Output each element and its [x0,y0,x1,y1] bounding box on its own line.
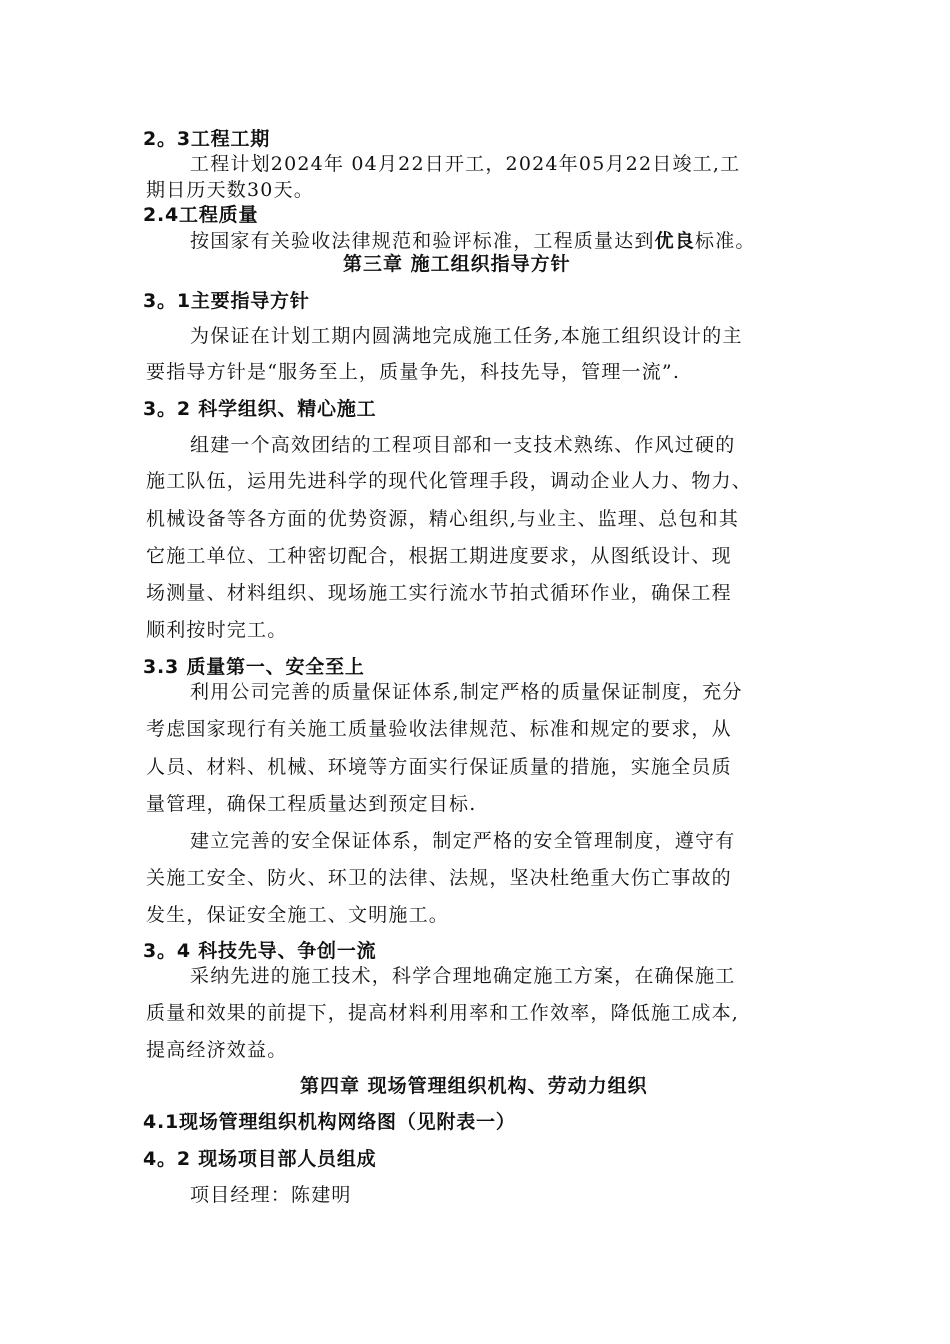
paragraph-line: 人员、材料、机械、环境等方面实行保证质量的措施，实施全员质 [146,756,732,778]
paragraph-line: 发生，保证安全施工、文明施工。 [146,904,450,926]
paragraph-line: 组建一个高效团结的工程项目部和一支技术熟练、作风过硬的 [190,434,736,456]
section-heading-4-1: 4.1现场管理组织机构网络图（见附表一） [143,1111,516,1133]
paragraph-line: 量管理，确保工程质量达到预定目标. [146,793,477,815]
paragraph-line: 它施工单位、工种密切配合，根据工期进度要求，从图纸设计、现 [146,545,732,567]
paragraph-line: 要指导方针是“服务至上，质量争先，科技先导，管理一流”. [146,361,681,383]
paragraph-line: 施工队伍，运用先进科学的现代化管理手段，调动企业人力、物力、 [146,470,753,492]
paragraph-line: 场测量、材料组织、现场施工实行流水节拍式循环作业，确保工程 [146,582,732,604]
chapter-4-title: 第四章 现场管理组织机构、劳动力组织 [300,1075,648,1097]
section-heading-2-4: 2.4工程质量 [143,204,259,226]
paragraph-line: 为保证在计划工期内圆满地完成施工任务,本施工组织设计的主 [190,325,743,347]
quality-text-post: 标准。 [695,230,756,252]
paragraph-line: 关施工安全、防火、环卫的法律、法规，坚决杜绝重大伤亡事故的 [146,867,732,889]
section-heading-2-3: 2。3工程工期 [143,128,271,150]
paragraph-line: 考虑国家现行有关施工质量验收法律规范、标准和规定的要求，从 [146,718,732,740]
paragraph-line: 采纳先进的施工技术，科学合理地确定施工方案，在确保施工 [190,965,736,987]
paragraph-line-quality [190,229,756,253]
paragraph-line: 提高经济效益。 [146,1039,288,1061]
section-heading-3-2: 3。2 科学组织、精心施工 [143,398,377,420]
quality-level-bold: 优良 [654,230,696,252]
paragraph-line: 工程计划2024年 04月22日开工，2024年05月22日竣工,工 [190,153,741,175]
paragraph-line: 建立完善的安全保证体系，制定严格的安全管理制度，遵守有 [190,830,736,852]
section-heading-3-1: 3。1主要指导方针 [143,290,310,312]
section-heading-3-3: 3.3 质量第一、安全至上 [143,656,365,678]
paragraph-line: 机械设备等各方面的优势资源，精心组织,与业主、监理、总包和其 [146,508,740,530]
quality-text-pre: 按国家有关验收法律规范和验评标准，工程质量达到 [190,230,655,252]
paragraph-line: 顺利按时完工。 [146,619,288,641]
paragraph-line: 质量和效果的前提下，提高材料利用率和工作效率，降低施工成本, [146,1002,740,1024]
paragraph-line: 项目经理：陈建明 [190,1184,352,1206]
section-heading-4-2: 4。2 现场项目部人员组成 [143,1148,377,1170]
chapter-3-title: 第三章 施工组织指导方针 [343,253,571,275]
paragraph-line: 利用公司完善的质量保证体系,制定严格的质量保证制度，充分 [190,681,743,703]
paragraph-line: 期日历天数30天。 [146,179,314,201]
section-heading-3-4: 3。4 科技先导、争创一流 [143,940,377,962]
